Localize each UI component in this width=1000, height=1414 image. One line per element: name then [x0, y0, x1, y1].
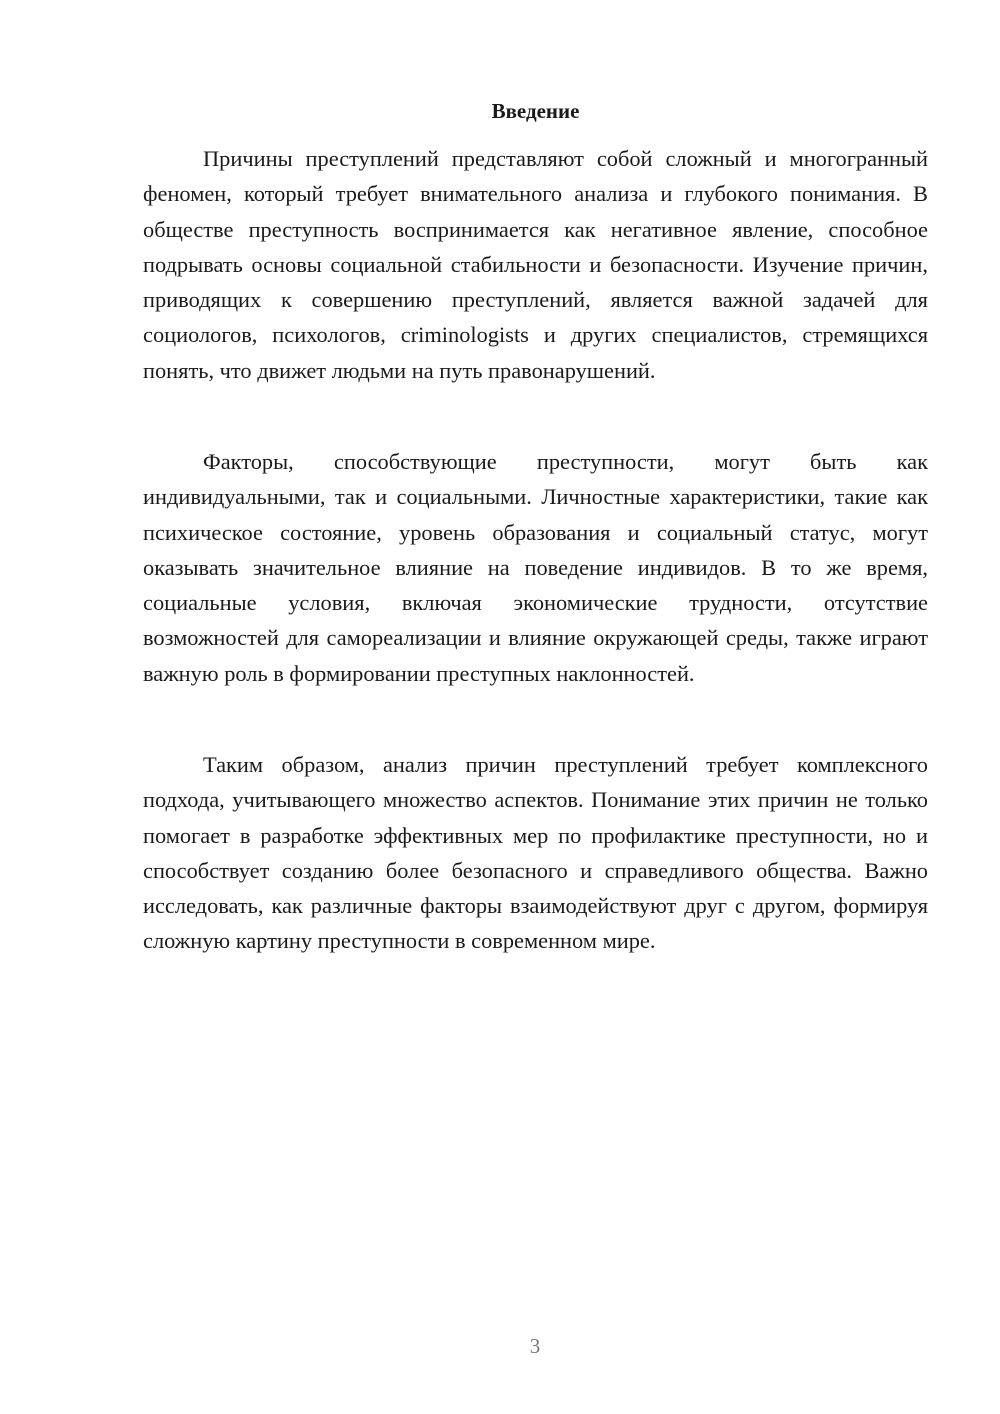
paragraph-conclusion: Таким образом, анализ причин преступлений требует комплексного подхода, учитывающего множество аспектов. Понимание этих причин не только помогает в разработке эффективных мер по профилактике преступности, но и способствует созданию более безопасного и справедливого общества. Важно исследовать, как различные факторы взаимодействуют друг с другом, формируя сложную картину преступности в современном мире.	[143, 752, 928, 954]
section-heading: Введение	[491, 99, 580, 123]
page-number: 3	[529, 1334, 541, 1358]
paragraph-factors: Факторы, способствующие преступности, могут быть как индивидуальными, так и социальными. Личностные характеристики, такие как психическое состояние, уровень образования и социальный статус, могут оказывать значительное влияние на поведение индивидов. В то же время, социальные условия, включая экономические трудности, отсутствие возможностей для самореализации и влияние окружающей среды, также играют важную роль в формировании преступных наклонностей.	[143, 449, 928, 686]
paragraph-causes: Причины преступлений представляют собой сложный и многогранный феномен, который требует внимательного анализа и глубокого понимания. В обществе преступность воспринимается как негативное явление, способное подрывать основы социальной стабильности и безопасности. Изучение причин, приводящих к совершению преступлений, является важной задачей для социологов, психологов, criminologists и других специалистов, стремящихся понять, что движет людьми на путь правонарушений.	[143, 146, 928, 383]
